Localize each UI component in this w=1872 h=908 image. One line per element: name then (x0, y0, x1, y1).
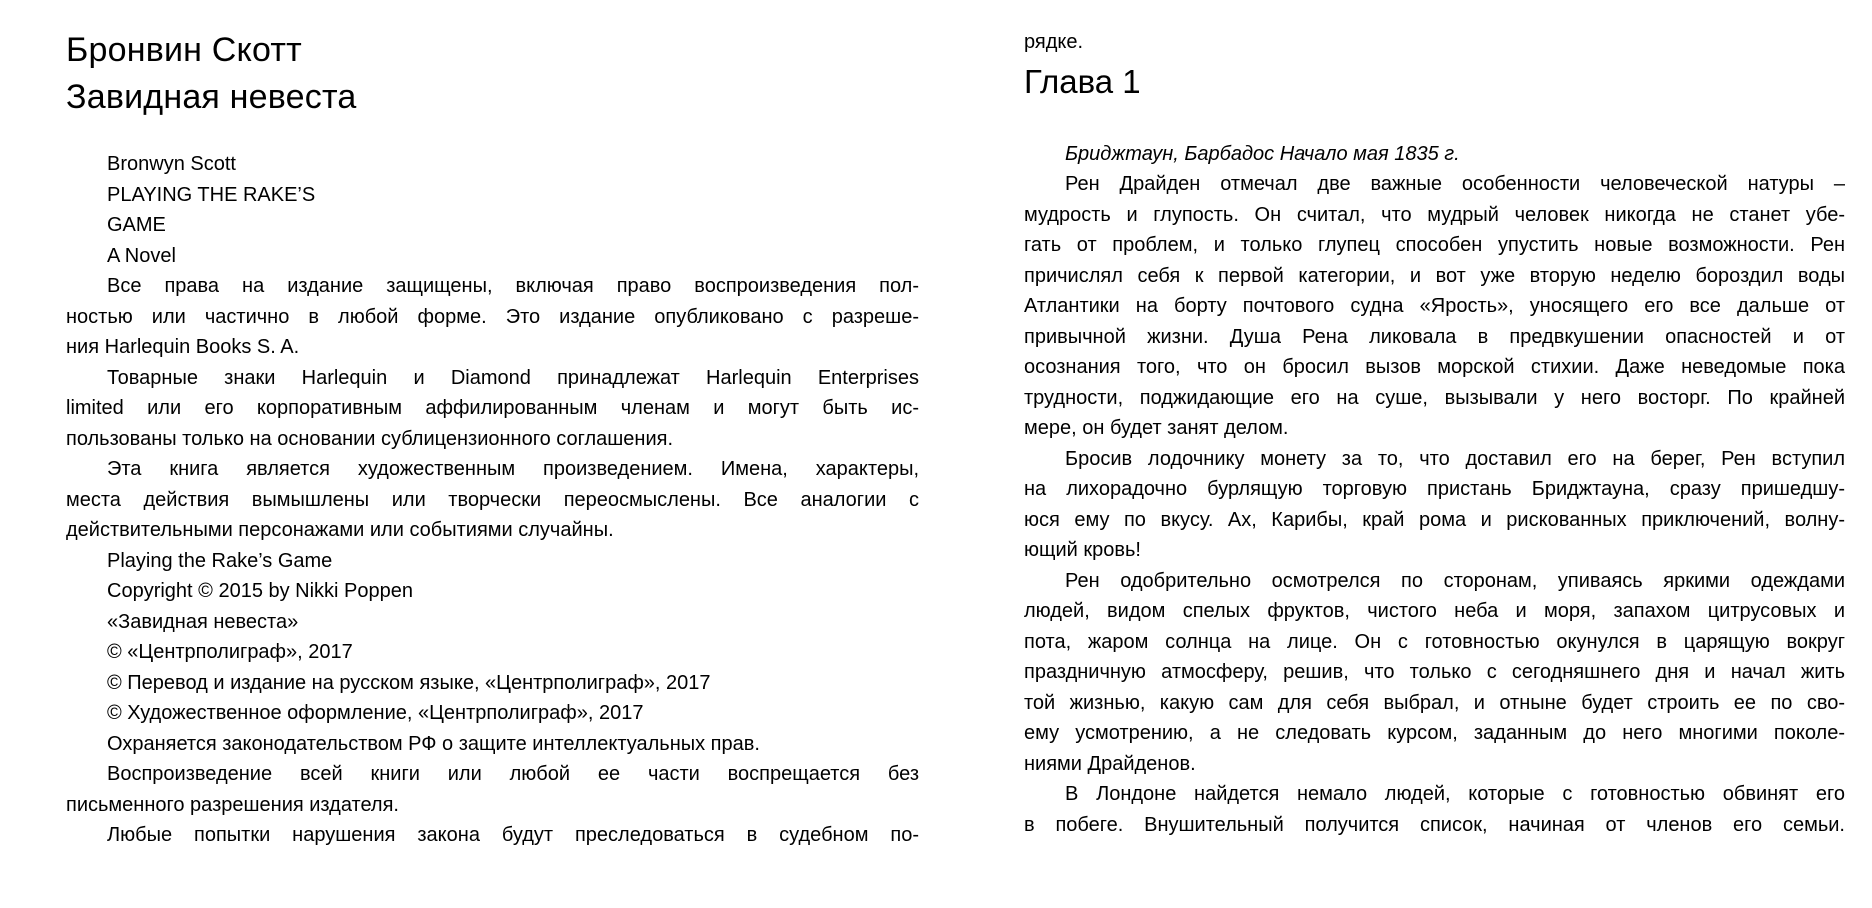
text-line: Товарные знаки Harlequin и Diamond принадлежат Harlequin Enterprises (107, 366, 919, 389)
text-line: праздничную атмосферу, решив, что только с сегодняшнего дня и начал жить (1024, 661, 1845, 683)
text-line: Воспроизведение всей книги или любой ее части воспрещается без (107, 763, 919, 785)
text-line: причислял себя к первой категории, и вот уже вторую неделю бороздил воды (1024, 264, 1845, 287)
paragraph (66, 241, 919, 272)
paragraph (66, 759, 919, 820)
text-line: Рен одобрительно осмотрелся по сторонам, упиваясь яркими одеждами (1065, 569, 1845, 592)
text-line: рядке. (1024, 31, 1084, 53)
text-line: гать от проблем, и только глупец способен упустить новые возможности. Рен (1024, 234, 1845, 256)
text-line: Все права на издание защищены, включая право воспроизведения пол- (107, 275, 919, 297)
text-line: ющий кровь! (1024, 539, 1141, 561)
text-line: В Лондоне найдется немало людей, которые с готовностью обвинят его (1065, 783, 1845, 805)
paragraph (66, 576, 919, 607)
text-line: места действия вымышлены или творчески переосмыслены. Все аналогии с (66, 488, 919, 511)
text-line: людей, видом спелых фруктов, чистого неба и моря, запахом цитрусовых и (1024, 600, 1845, 622)
book-title: Завидная невеста (66, 78, 357, 116)
paragraph (1024, 169, 1845, 444)
text-line: мудрость и глупость. Он считал, что мудрый человек никогда не станет убе- (1024, 203, 1845, 226)
text-line: PLAYING THE RAKE’S (107, 183, 316, 206)
text-line: Атлантики на борту почтового судна «Ярость», уносящего его все дальше от (1024, 295, 1845, 317)
page-right (1024, 27, 1845, 840)
text-line: ему усмотрению, а не следовать курсом, заданным до него многими поколе- (1024, 722, 1845, 744)
text-line: в побеге. Внушительный получится список, начиная от членов его семьи. (1024, 813, 1845, 836)
paragraph (66, 546, 919, 577)
text-line: Охраняется законодательством РФ о защите интеллектуальных прав. (107, 732, 760, 755)
paragraph (66, 729, 919, 760)
chapter-heading: Глава 1 (1024, 62, 1141, 100)
text-line: юся ему по вкусу. Ах, Карибы, край рома и рискованных приключений, волну- (1024, 508, 1845, 531)
paragraph (66, 210, 919, 241)
paragraph (1024, 566, 1845, 780)
text-line: трудности, поджидающие его на суше, вызывали у него восторг. По крайней (1024, 386, 1845, 409)
text-line: привычной жизни. Душа Рена ликовала в предвкушении опасностей и от (1024, 325, 1845, 348)
text-line: письменного разрешения издателя. (66, 793, 399, 816)
page-right-text (1024, 139, 1845, 841)
text-line: действительными персонажами или событиями случайны. (66, 519, 614, 541)
text-line: ниями Драйденов. (1024, 752, 1196, 775)
text-line: пользованы только на основании сублицензионного соглашения. (66, 427, 674, 450)
paragraph (1024, 444, 1845, 566)
paragraph (66, 271, 919, 363)
paragraph (66, 180, 919, 211)
page-left (66, 27, 919, 851)
text-line: «Завидная невеста» (107, 610, 299, 633)
text-line: limited или его корпоративным аффилированным членам и могут быть ис- (66, 397, 919, 419)
paragraph (66, 637, 919, 668)
text-line: Copyright © 2015 by Nikki Poppen (107, 580, 414, 602)
text-line: Бриджтаун, Барбадос Начало мая 1835 г. (1065, 142, 1460, 165)
text-line: мере, он будет занят делом. (1024, 417, 1289, 439)
paragraph (66, 454, 919, 546)
text-line: © «Центрполиграф», 2017 (107, 641, 353, 663)
paragraph (66, 698, 919, 729)
book-author: Бронвин Скотт (66, 31, 302, 69)
text-line: Эта книга является художественным произведением. Имена, характеры, (107, 458, 919, 480)
paragraph (66, 668, 919, 699)
text-line: на лихорадочно бурлящую торговую пристань Бриджтауна, сразу пришедшу- (1024, 478, 1845, 500)
paragraph (1024, 27, 1845, 58)
book-title-heading (66, 27, 919, 121)
paragraph (66, 363, 919, 455)
text-line: GAME (107, 214, 166, 236)
paragraph (1024, 139, 1845, 170)
paragraph (1024, 779, 1845, 840)
text-line: Bronwyn Scott (107, 153, 236, 175)
text-line: Playing the Rake’s Game (107, 549, 333, 572)
text-line: A Novel (107, 244, 176, 267)
text-line: © Перевод и издание на русском языке, «Центрполиграф», 2017 (107, 671, 711, 694)
page-left-text (66, 149, 919, 851)
paragraph (66, 149, 919, 180)
page-right-continuation-text (1024, 27, 1845, 58)
text-line: Рен Драйден отмечал две важные особенности человеческой натуры – (1065, 173, 1845, 195)
text-line: Любые попытки нарушения закона будут преследоваться в судебном по- (107, 824, 919, 846)
text-line: осознания того, что он бросил вызов морской стихии. Даже неведомые пока (1024, 356, 1845, 378)
text-line: пота, жаром солнца на лице. Он с готовностью окунулся в царящую вокруг (1024, 630, 1845, 653)
text-line: ния Harlequin Books S. A. (66, 336, 300, 358)
text-line: той жизнью, какую сам для себя выбрал, и отныне будет строить ее по сво- (1024, 691, 1845, 714)
text-line: ностью или частично в любой форме. Это издание опубликовано с разреше- (66, 305, 919, 328)
text-line: Бросив лодочнику монету за то, что доставил его на берег, Рен вступил (1065, 447, 1845, 470)
text-line: © Художественное оформление, «Центрполиграф», 2017 (107, 702, 644, 724)
paragraph (66, 607, 919, 638)
paragraph (66, 820, 919, 851)
